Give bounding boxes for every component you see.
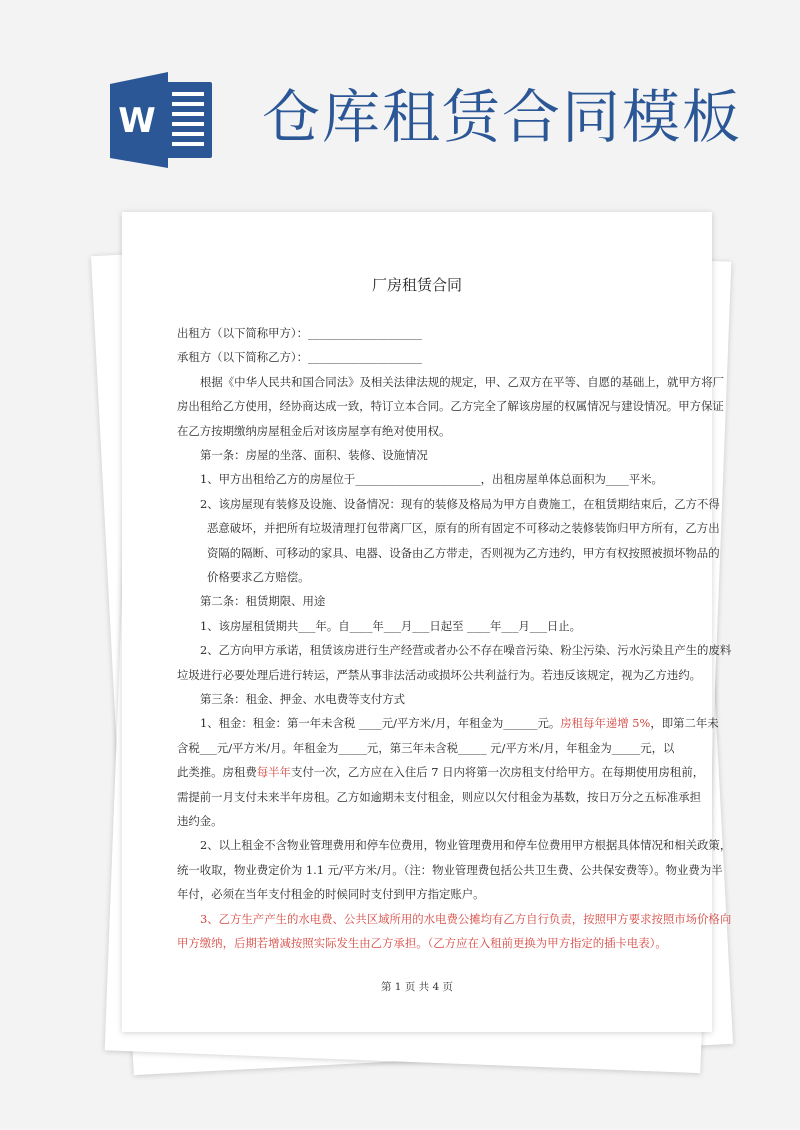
document-line xyxy=(200,496,720,511)
document-line xyxy=(207,521,720,536)
text-segment: 2、该房屋现有装修及设施、设备情况：现有的装修及格局为甲方自费施工，在租赁期结束后，乙方不得 xyxy=(200,496,720,511)
text-segment: 1、租金：租金：第一年未含税 ____元/平方米/月，年租金为______元。 xyxy=(200,716,561,731)
svg-text:W: W xyxy=(118,101,156,141)
text-segment: 支付一次，乙方应在入住后 7 日内将第一次房租支付给甲方。在每期使用房租前， xyxy=(290,765,705,780)
text-segment: 第三条：租金、押金、水电费等支付方式 xyxy=(200,692,406,706)
text-segment: 价格要求乙方赔偿。 xyxy=(207,570,310,584)
document-line xyxy=(207,570,310,584)
text-segment: 第二条：租赁期限、用途 xyxy=(200,594,326,609)
document-line xyxy=(200,448,428,462)
word-icon xyxy=(110,72,214,168)
text-segment: 资隔的隔断、可移动的家具、电器、设备由乙方带走，否则视为乙方违约，甲方有权按照被损坏物品的 xyxy=(207,545,720,560)
document-line xyxy=(200,716,719,731)
document-line xyxy=(177,936,667,950)
text-segment: 1、甲方出租给乙方的房屋位于______________________，出租房屋单体总面积为____平米。 xyxy=(200,472,663,487)
text-segment: 2、以上租金不含物业管理费用和停车位费用，物业管理费用和停车位费用甲方根据具体情况和相关政策， xyxy=(200,838,732,853)
text-segment: 在乙方按期缴纳房屋租金后对该房屋享有绝对使用权。 xyxy=(177,423,451,438)
document-line xyxy=(200,911,732,926)
text-segment: 违约金。 xyxy=(177,814,223,828)
document-line xyxy=(200,643,732,658)
document-line xyxy=(200,619,581,633)
text-segment: 房出租给乙方使用，经协商达成一致，特订立本合同。乙方完全了解该房屋的权属情况与建设情况。甲方保证 xyxy=(177,399,724,414)
text-segment: 2、乙方向甲方承诺，租赁该房进行生产经营或者办公不存在噪音污染、粉尘污染、污水污染且产生的废料 xyxy=(200,643,732,658)
text-segment: 第一条：房屋的坐落、面积、装修、设施情况 xyxy=(200,448,428,462)
highlighted-text: 房租每年递增 5% xyxy=(560,716,651,731)
document-line xyxy=(177,326,422,340)
document-line xyxy=(207,545,720,560)
text-segment: 1、该房屋租赁期共___年。自____年___月___日起至 ____年___月___日止。 xyxy=(200,618,582,633)
document-line xyxy=(177,350,422,364)
document-line xyxy=(177,668,701,682)
document-line xyxy=(177,399,724,414)
text-segment: 需提前一月支付未来半年房租。乙方如逾期未支付租金，则应以欠付租金为基数，按日万分之五标准承担 xyxy=(177,789,701,804)
document-page xyxy=(122,212,732,1032)
document-line xyxy=(177,887,485,901)
text-segment: 根据《中华人民共和国合同法》及相关法律法规的规定，甲、乙双方在平等、自愿的基础上，就甲方将厂 xyxy=(200,374,724,389)
document-line xyxy=(177,740,675,755)
text-segment: 年付，必须在当年支付租金的时候同时支付到甲方指定账户。 xyxy=(177,887,485,902)
text-segment: 统一收取，物业费定价为 1.1 元/平方米/月。（注：物业管理费包括公共卫生费、公共保安费等）。物业费为半 xyxy=(177,862,723,877)
highlighted-text: 甲方缴纳，后期若增减按照实际发生由乙方承担。（乙方应在入租前更换为甲方指定的插卡电表）。 xyxy=(177,936,667,950)
text-segment: 恶意破坏，并把所有垃圾清理打包带离厂区，原有的所有固定不可移动之装修装饰归甲方所有，乙方出 xyxy=(207,521,720,536)
document-line xyxy=(200,594,325,608)
document-title: 厂房租赁合同 xyxy=(371,276,462,294)
highlighted-text: 3、乙方生产产生的水电费、公共区域所用的水电费公摊均有乙方自行负责，按照甲方要求按照市场价格向 xyxy=(200,911,732,926)
text-segment: 承租方（以下简称乙方）：____________________ xyxy=(177,350,422,365)
text-segment: ，即第二年未 xyxy=(650,716,719,731)
document-line xyxy=(177,814,223,828)
highlighted-text: 每半年 xyxy=(256,765,291,780)
banner-title: 仓库租赁合同模板 xyxy=(262,83,743,151)
document-line xyxy=(177,424,450,438)
text-segment: 此类推。房租费 xyxy=(177,765,257,780)
document-line xyxy=(177,765,705,780)
document-line xyxy=(200,692,405,706)
document-line xyxy=(200,374,724,389)
document-line xyxy=(200,838,732,853)
text-segment: 垃圾进行必要处理后进行转运，严禁从事非法活动或损坏公共利益行为。若违反该规定，视为乙方违约。 xyxy=(177,667,701,682)
page-number: 第 1 页 共 4 页 xyxy=(380,981,454,993)
document-line xyxy=(177,862,723,877)
text-segment: 出租方（以下简称甲方）：____________________ xyxy=(177,326,422,340)
document-line xyxy=(177,789,701,804)
text-segment: 含税___元/平方米/月。年租金为_____元，第三年未含税_____ 元/平方米/月，年租金为_____元，以 xyxy=(177,740,675,755)
document-line xyxy=(200,472,663,486)
